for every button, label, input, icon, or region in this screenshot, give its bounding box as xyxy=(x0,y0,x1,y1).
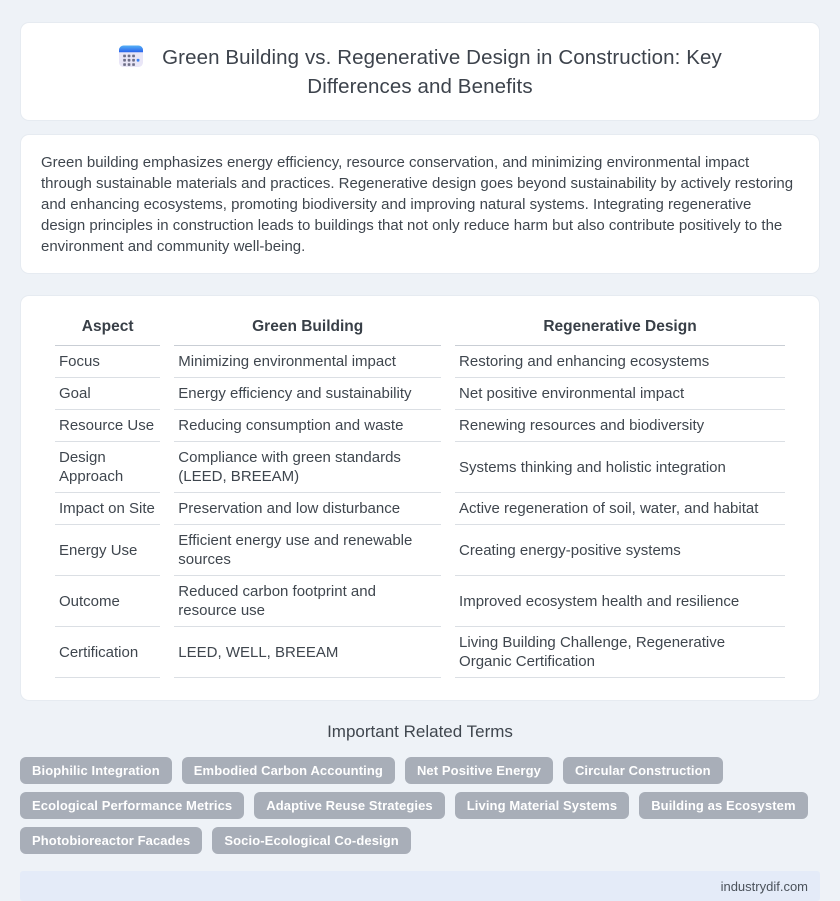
column-header-aspect: Aspect xyxy=(55,310,160,346)
term-tag: Circular Construction xyxy=(563,757,723,784)
table-header-row xyxy=(55,310,785,346)
aspect-cell: Outcome xyxy=(55,576,160,627)
term-tag: Ecological Performance Metrics xyxy=(20,792,244,819)
green-building-cell: Preservation and low disturbance xyxy=(174,493,441,525)
term-tag: Building as Ecosystem xyxy=(639,792,807,819)
green-building-cell: LEED, WELL, BREEAM xyxy=(174,627,441,678)
related-terms-heading: Important Related Terms xyxy=(327,722,513,741)
table-row xyxy=(55,410,785,442)
green-building-cell: Energy efficiency and sustainability xyxy=(174,378,441,410)
page-title xyxy=(67,43,773,101)
term-tag: Embodied Carbon Accounting xyxy=(182,757,395,784)
related-terms-list xyxy=(20,757,820,854)
green-building-cell: Compliance with green standards (LEED, BREEAM) xyxy=(174,442,441,493)
comparison-table-card xyxy=(20,295,820,701)
term-tag: Living Material Systems xyxy=(455,792,629,819)
regenerative-design-cell: Systems thinking and holistic integration xyxy=(455,442,785,493)
aspect-cell: Energy Use xyxy=(55,525,160,576)
column-header-green-building: Green Building xyxy=(174,310,441,346)
table-row xyxy=(55,627,785,678)
term-tag: Socio-Ecological Co-design xyxy=(212,827,411,854)
regenerative-design-cell: Restoring and enhancing ecosystems xyxy=(455,346,785,378)
table-row xyxy=(55,576,785,627)
term-tag: Adaptive Reuse Strategies xyxy=(254,792,445,819)
aspect-cell: Focus xyxy=(55,346,160,378)
aspect-cell: Design Approach xyxy=(55,442,160,493)
calendar-icon xyxy=(118,43,144,69)
site-domain: industrydif.com xyxy=(720,878,808,894)
regenerative-design-cell: Living Building Challenge, Regenerative Organic Certification xyxy=(455,627,785,678)
regenerative-design-cell: Renewing resources and biodiversity xyxy=(455,410,785,442)
term-tag: Biophilic Integration xyxy=(20,757,172,784)
table-row xyxy=(55,493,785,525)
green-building-cell: Efficient energy use and renewable sources xyxy=(174,525,441,576)
column-header-regenerative-design: Regenerative Design xyxy=(455,310,785,346)
green-building-cell: Reduced carbon footprint and resource use xyxy=(174,576,441,627)
term-tag: Photobioreactor Facades xyxy=(20,827,202,854)
regenerative-design-cell: Net positive environmental impact xyxy=(455,378,785,410)
aspect-cell: Certification xyxy=(55,627,160,678)
green-building-cell: Reducing consumption and waste xyxy=(174,410,441,442)
page xyxy=(0,22,840,901)
regenerative-design-cell: Improved ecosystem health and resilience xyxy=(455,576,785,627)
table-row xyxy=(55,378,785,410)
regenerative-design-cell: Creating energy-positive systems xyxy=(455,525,785,576)
title-card xyxy=(20,22,820,121)
aspect-cell: Goal xyxy=(55,378,160,410)
table-row xyxy=(55,442,785,493)
footer-bar xyxy=(20,871,820,901)
page-title-text: Green Building vs. Regenerative Design in Construction: Key Differences and Benefits xyxy=(162,45,722,98)
regenerative-design-cell: Active regeneration of soil, water, and habitat xyxy=(455,493,785,525)
table-row xyxy=(55,525,785,576)
comparison-table xyxy=(41,310,799,678)
table-row xyxy=(55,346,785,378)
green-building-cell: Minimizing environmental impact xyxy=(174,346,441,378)
term-tag: Net Positive Energy xyxy=(405,757,553,784)
description-text: Green building emphasizes energy efficiency, resource conservation, and minimizing environmental impact through sustainable materials and practices. Regenerative design goes beyond sustainability by actively restoring and enhancing ecosystems, promoting biodiversity and improving natural systems. Integrating regenerative design principles in construction leads to buildings that not only reduce harm but also contribute positively to the environment and community well-being. xyxy=(41,154,794,255)
aspect-cell: Impact on Site xyxy=(55,493,160,525)
description-card xyxy=(20,134,820,274)
aspect-cell: Resource Use xyxy=(55,410,160,442)
